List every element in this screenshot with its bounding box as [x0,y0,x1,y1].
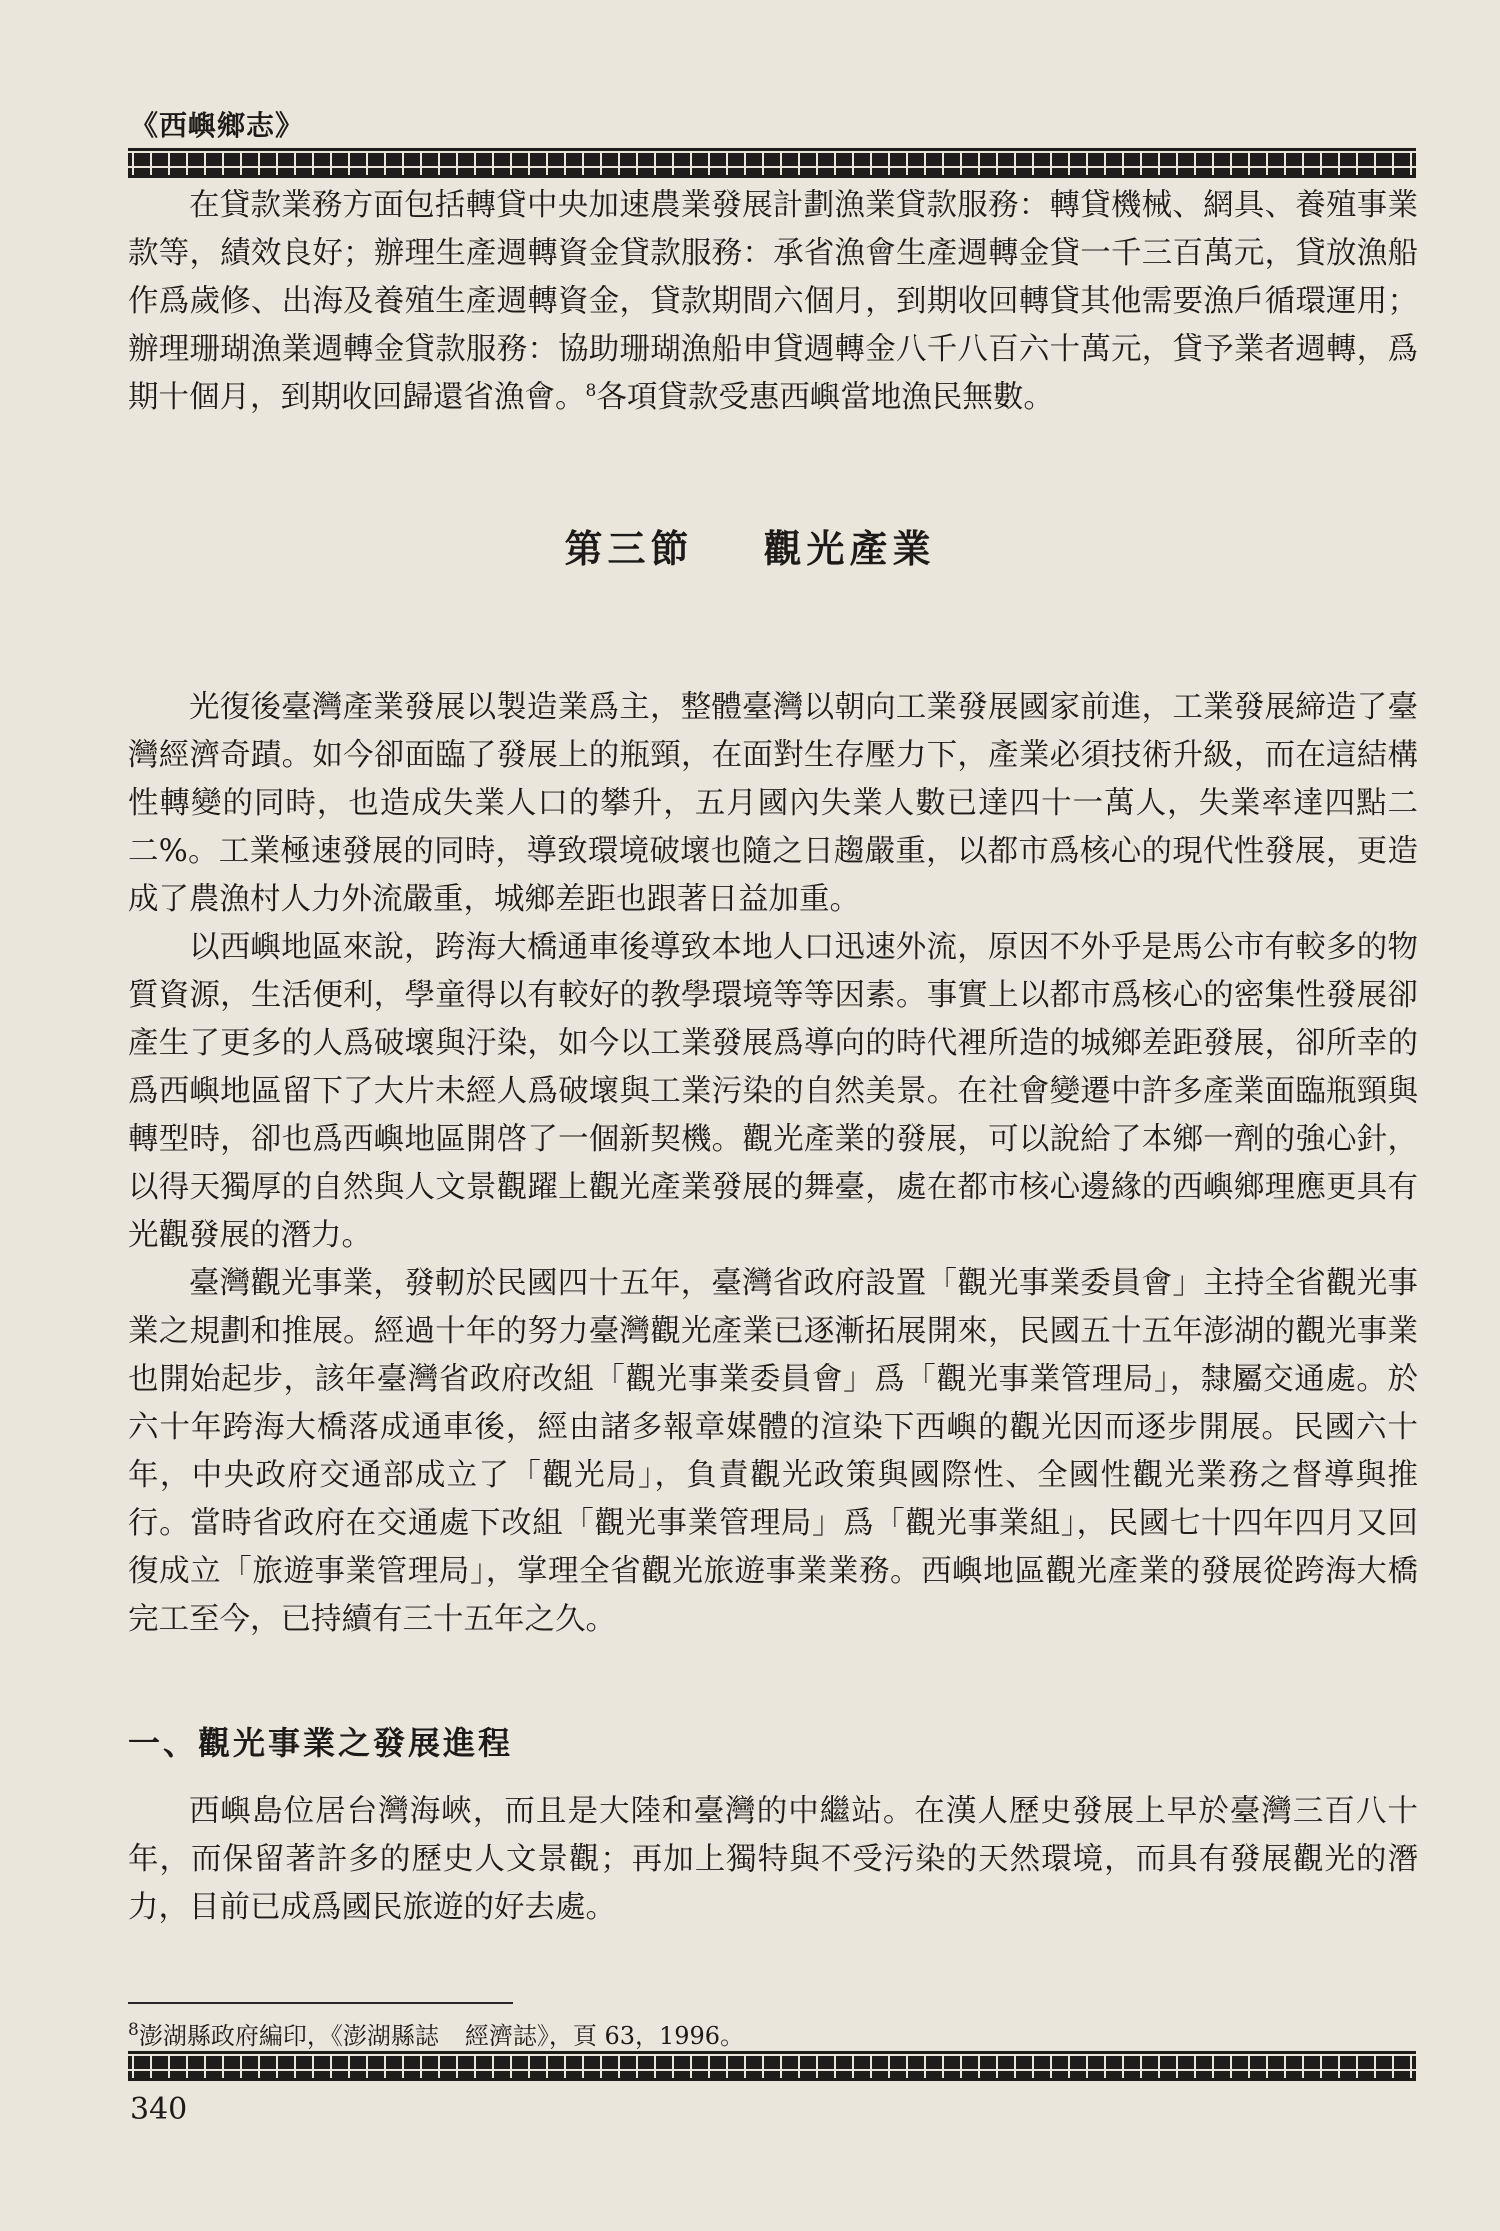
footnote [128,2020,744,2052]
paragraph-tourism-history: 臺灣觀光事業，發軔於民國四十五年，臺灣省政府設置「觀光事業委員會」主持全省觀光事業之規劃和推展。經過十年的努力臺灣觀光產業已逐漸拓展開來，民國五十五年澎湖的觀光事業也開始起步，該年臺灣省政府改組「觀光事業委員會」爲「觀光事業管理局」，隸屬交通處。於六十年跨海大橋落成通車後，經由諸多報章媒體的渲染下西嶼的觀光因而逐步開展。民國六十年，中央政府交通部成立了「觀光局」，負責觀光政策與國際性、全國性觀光業務之督導與推行。當時省政府在交通處下改組「觀光事業管理局」爲「觀光事業組」，民國七十四年四月又回復成立「旅遊事業管理局」，掌理全省觀光旅遊事業業務。西嶼地區觀光產業的發展從跨海大橋完工至今，已持續有三十五年之久。 [128,1266,1418,1637]
paragraph-postwar-industry: 光復後臺灣產業發展以製造業爲主，整體臺灣以朝向工業發展國家前進，工業發展締造了臺灣經濟奇蹟。如今卻面臨了發展上的瓶頸，在面對生存壓力下，產業必須技術升級，而在這結構性轉變的同時，也造成失業人口的攀升，五月國內失業人數已達四十一萬人，失業率達四點二二%。工業極速發展的同時，導致環境破壞也隨之日趨嚴重，以都市爲核心的現代性發展，更造成了農漁村人力外流嚴重，城鄉差距也跟著日益加重。 [128,690,1418,917]
top-ornamental-border [128,148,1416,178]
running-header: 《西嶼鄉志》 [130,109,305,142]
paragraph-xiyu-location: 西嶼島位居台灣海峽，而且是大陸和臺灣的中繼站。在漢人歷史發展上早於臺灣三百八十年，而保留著許多的歷史人文景觀；再加上獨特與不受污染的天然環境，而具有發展觀光的潛力，目前已成爲國民旅遊的好去處。 [128,1794,1418,1925]
footnote-text-a: 澎湖縣政府編印，《澎湖縣誌 [138,2022,439,2050]
section-title: 觀光產業 [763,526,936,571]
footnote-text-b: 經濟誌》，頁 63，1996。 [464,2022,745,2050]
footnote-reference: 8 [585,380,597,401]
paragraph-loans-text: 在貸款業務方面包括轉貸中央加速農業發展計劃漁業貸款服務：轉貸機械、網具、養殖事業款等，績效良好；辦理生產週轉資金貸款服務：承省漁會生產週轉金貸一千三百萬元，貸放漁船作爲歲修、出海及養殖生產週轉資金，貸款期間六個月，到期收回轉貸其他需要漁戶循環運用；辦理珊瑚漁業週轉金貸款服務：協助珊瑚漁船申貸週轉金八千八百六十萬元，貸予業者週轉，爲期十個月，到期收回歸還省漁會。 [128,188,1418,415]
footnote-divider [128,2002,513,2004]
paragraph-xiyu-opportunity: 以西嶼地區來說，跨海大橋通車後導致本地人口迅速外流，原因不外乎是馬公市有較多的物質資源，生活便利，學童得以有較好的教學環境等等因素。事實上以都市爲核心的密集性發展卻產生了更多的人爲破壞與汙染，如今以工業發展爲導向的時代裡所造的城鄉差距發展，卻所幸的爲西嶼地區留下了大片未經人爲破壞與工業污染的自然美景。在社會變遷中許多產業面臨瓶頸與轉型時，卻也爲西嶼地區開啓了一個新契機。觀光產業的發展，可以說給了本鄉一劑的強心針，以得天獨厚的自然與人文景觀躍上觀光產業發展的舞臺，處在都市核心邊緣的西嶼鄉理應更具有光觀發展的潛力。 [128,930,1418,1253]
page-number: 340 [130,2092,188,2127]
paragraph-loans-tail: 各項貸款受惠西嶼當地漁民無數。 [596,380,1054,415]
footnote-number: 8 [128,2020,139,2040]
bottom-ornamental-border [128,2051,1416,2081]
section-number: 第三節 [564,526,694,571]
paragraph-loans [128,182,1418,422]
subsection-heading: 一、觀光事業之發展進程 [128,1724,514,1762]
section-heading [0,518,1500,573]
